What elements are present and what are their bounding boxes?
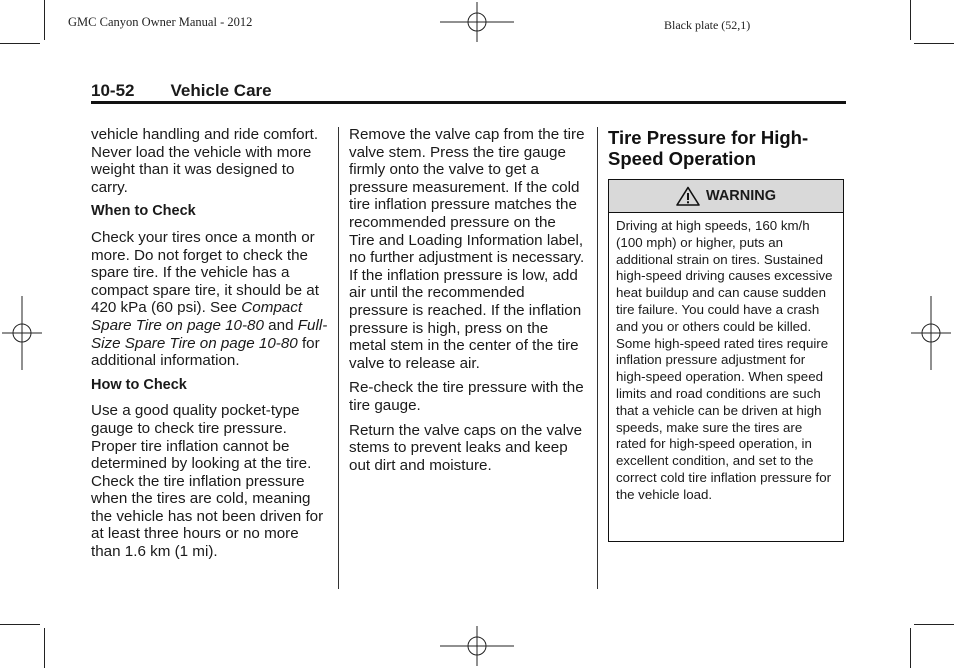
warning-label: WARNING — [705, 188, 777, 204]
subheading-when-to-check: When to Check — [91, 203, 196, 220]
crop-mark — [44, 628, 45, 668]
manual-title: GMC Canyon Owner Manual - 2012 — [68, 15, 253, 29]
column-1 — [91, 126, 331, 568]
crop-mark — [0, 43, 40, 44]
crop-mark — [44, 0, 45, 40]
registration-mark-icon — [440, 2, 514, 42]
page-number: 10-52 — [91, 81, 135, 100]
plate-label: Black plate (52,1) — [664, 18, 751, 32]
registration-mark-icon — [911, 296, 951, 370]
registration-mark-icon — [2, 296, 42, 370]
paragraph: Re-check the tire pressure with the tire gauge. — [349, 379, 584, 414]
paragraph: vehicle handling and ride comfort. Never load the vehicle with more weight than it was designed to carry. — [91, 126, 319, 196]
crop-mark — [0, 624, 40, 625]
column-divider — [338, 127, 339, 589]
heading-rule — [91, 101, 846, 104]
paragraph — [91, 229, 331, 370]
column-2 — [349, 126, 585, 481]
paragraph: Return the valve caps on the valve stems to prevent leaks and keep out dirt and moisture. — [349, 421, 583, 474]
cross-reference-link[interactable]: Full-Size Spare Tire on page 10-80 — [91, 316, 328, 352]
section-heading — [91, 81, 272, 101]
warning-header — [609, 180, 843, 213]
section-title: Vehicle Care — [170, 81, 272, 100]
text: for additional information. — [91, 334, 320, 370]
section-subtitle: Tire Pressure for High-Speed Operation — [608, 127, 809, 169]
warning-text: Driving at high speeds, 160 km/h (100 mph) or higher, puts an additional strain on tires. Sustained high-speed driving causes excessive heat buildup and can cause sudden tire failure. You could have a crash and you or others could be killed. Some high-speed rated tires require inflation pressure adjustment for high-speed operation. When speed limits and road conditions are such that a vehicle can be driven at high speeds, make sure the tires are rated for high-speed operation, in excellent condition, and set to the correct cold tire inflation pressure for the vehicle load. — [616, 218, 833, 502]
crop-mark — [910, 0, 911, 40]
text: Check your tires once a month or more. Do not forget to check the spare tire. If the vehicle has a compact spare tire, it should be at 420 kPa (60 psi). See — [91, 228, 319, 317]
crop-mark — [914, 43, 954, 44]
paragraph: Remove the valve cap from the tire valve stem. Press the tire gauge firmly onto the valve to get a pressure measurement. If the cold tire inflation pressure matches the recommended pressure on the Tire and Loading Information label, no further adjustment is necessary. If the inflation pressure is low, add air until the recommended pressure is reached. If the inflation pressure is high, press on the metal stem in the center of the tire valve to release air. — [349, 126, 585, 372]
subheading-how-to-check: How to Check — [91, 376, 187, 393]
registration-mark-icon — [440, 626, 514, 666]
warning-box — [608, 179, 844, 542]
cross-reference-link[interactable]: Compact Spare Tire on page 10-80 — [91, 299, 303, 334]
crop-mark — [910, 628, 911, 668]
column-divider — [597, 127, 598, 589]
warning-triangle-icon — [676, 186, 700, 206]
crop-mark — [914, 624, 954, 625]
text: and — [263, 316, 298, 334]
paragraph: Use a good quality pocket-type gauge to check tire pressure. Proper tire inflation cannot be determined by looking at the tire. Check the tire inflation pressure when the tires are cold, meaning the vehicle has not been driven for at least three hours or no more than 1.6 km (1 mi). — [91, 402, 324, 561]
